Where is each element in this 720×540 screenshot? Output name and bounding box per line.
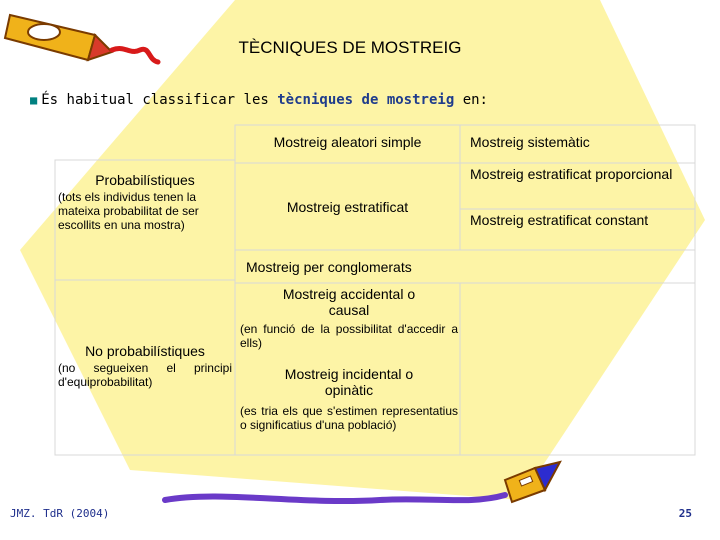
technique-stratified: Mostreig estratificat bbox=[286, 199, 409, 215]
technique-systematic: Mostreig sistemàtic bbox=[470, 134, 590, 150]
category-probabilistic-note: (tots els individus tenen la mateixa probabilitat de ser escollits en una mostra) bbox=[58, 190, 199, 232]
page-title: TÈCNIQUES DE MOSTREIG bbox=[238, 38, 462, 57]
page-number: 25 bbox=[678, 507, 692, 520]
technique-simple-random: Mostreig aleatori simple bbox=[273, 134, 422, 150]
category-probabilistic-label: Probabilístiques bbox=[95, 172, 195, 188]
technique-stratified-proportional: Mostreig estratificat proporcional bbox=[470, 166, 673, 182]
category-non-probabilistic-label: No probabilístiques bbox=[85, 343, 205, 359]
intro-prefix: És habitual classificar les bbox=[41, 92, 278, 108]
category-probabilistic bbox=[58, 172, 232, 232]
technique-accidental-note: (en funció de la possibilitat d'accedir a ells) bbox=[240, 322, 458, 350]
technique-accidental-label: Mostreig accidental o causal bbox=[282, 286, 416, 318]
technique-stratified-constant: Mostreig estratificat constant bbox=[470, 212, 649, 228]
category-non-probabilistic-note: (no segueixen el principi d'equiprobabilitat) bbox=[58, 361, 232, 389]
technique-accidental bbox=[240, 286, 458, 350]
category-non-probabilistic bbox=[58, 343, 232, 389]
intro-suffix: en: bbox=[454, 92, 488, 108]
intro-sentence bbox=[30, 92, 488, 108]
technique-conglomerates: Mostreig per conglomerats bbox=[246, 259, 412, 275]
pencil-icon-top-left bbox=[5, 15, 158, 62]
technique-incidental-label: Mostreig incidental o opinàtic bbox=[284, 366, 414, 398]
bullet-icon: ■ bbox=[30, 93, 38, 107]
footer-source: JMZ. TdR (2004) bbox=[10, 507, 110, 520]
technique-incidental-note: (es tria els que s'estimen representatius o significatius d'una població) bbox=[240, 404, 458, 432]
technique-incidental bbox=[240, 366, 458, 432]
intro-highlight: tècniques de mostreig bbox=[277, 92, 455, 108]
